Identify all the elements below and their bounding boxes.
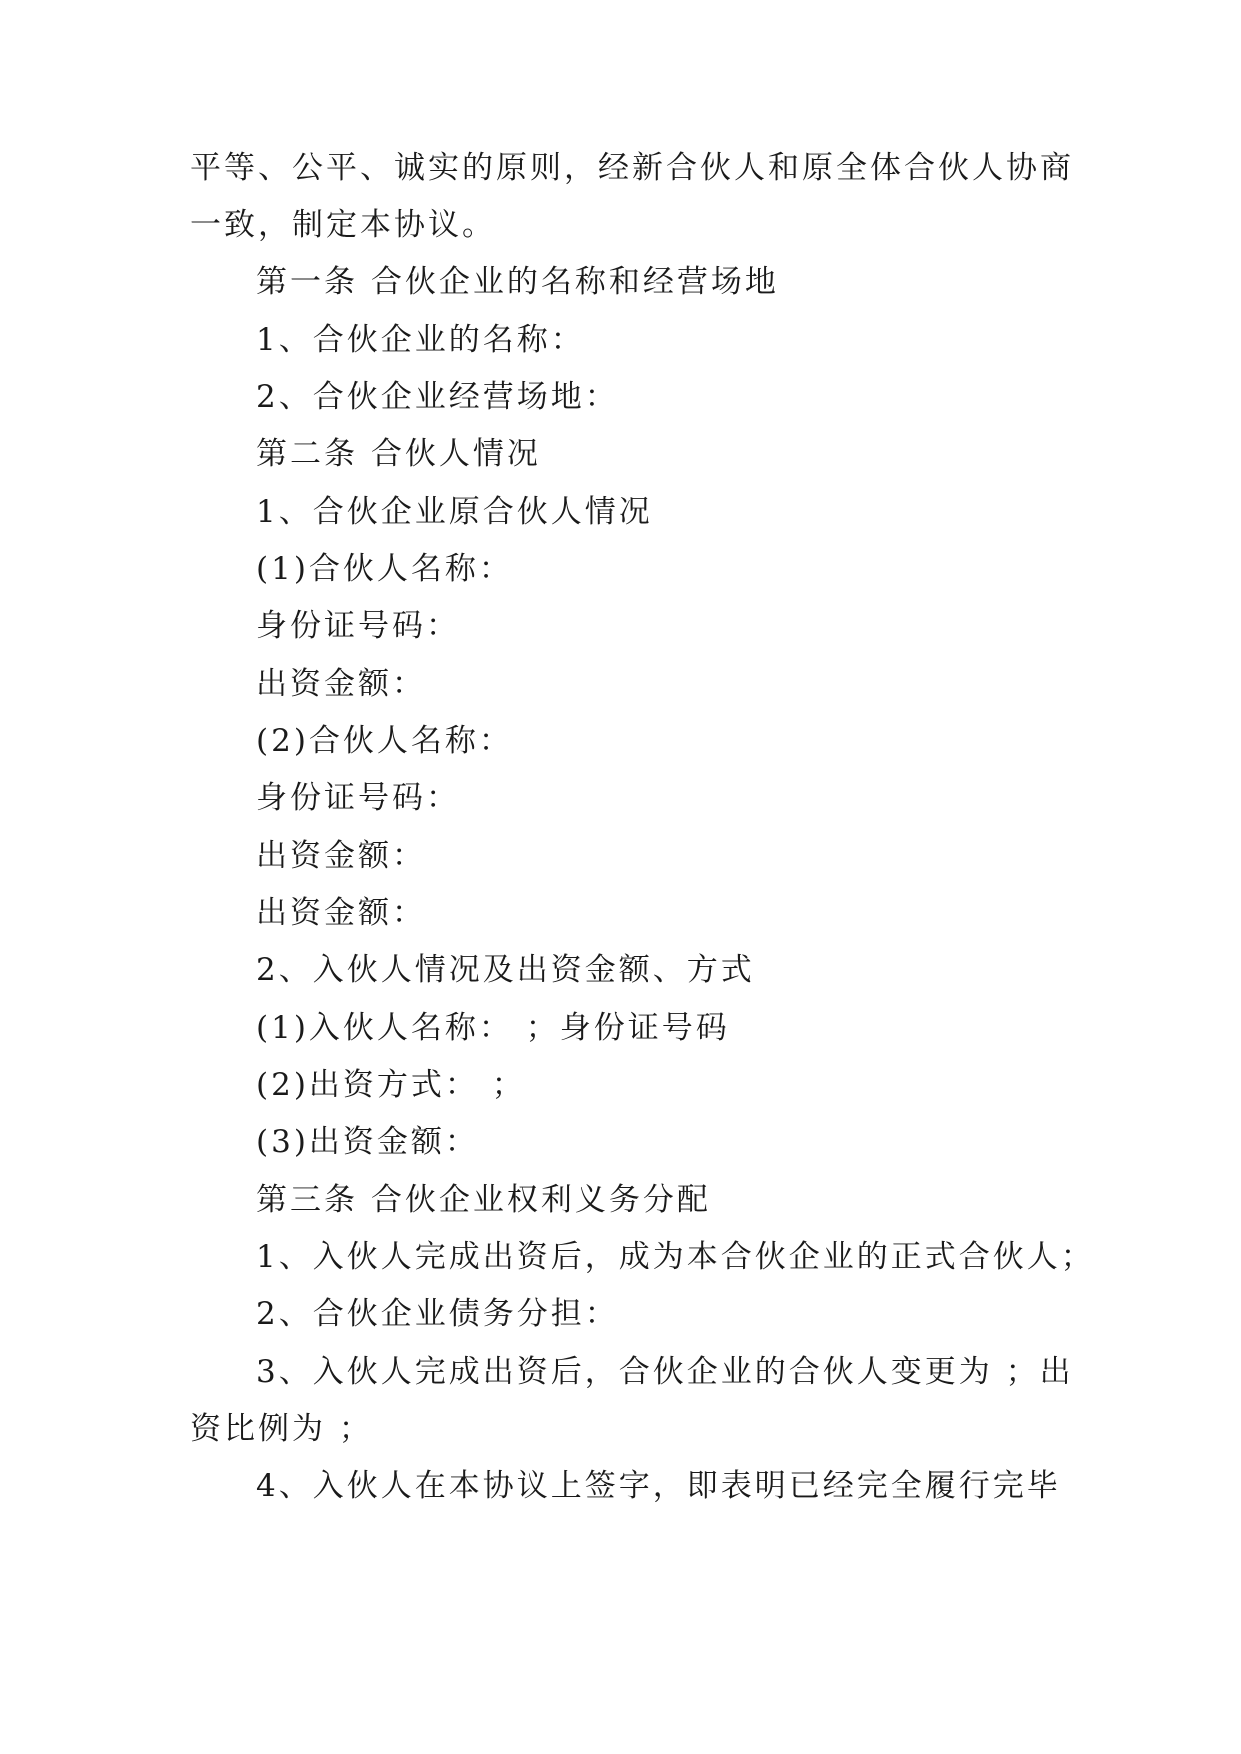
paragraph-line: 平等、公平、诚实的原则，经新合伙人和原全体合伙人协商	[190, 150, 1074, 186]
article-heading: 第三条 合伙企业权利义务分配	[256, 1182, 711, 1218]
article-heading: 第二条 合伙人情况	[256, 436, 541, 472]
paragraph-line: 一致，制定本协议。	[190, 207, 496, 243]
list-item: 1、合伙企业的名称：	[256, 322, 585, 358]
list-item: 3、入伙人完成出资后，合伙企业的合伙人变更为 ；出	[256, 1354, 1074, 1390]
list-item: 出资金额：	[256, 895, 426, 931]
list-item: 身份证号码：	[256, 608, 460, 644]
article-heading: 第一条 合伙企业的名称和经营场地	[256, 264, 779, 300]
list-item: 出资金额：	[256, 666, 426, 702]
list-item: 1、入伙人完成出资后，成为本合伙企业的正式合伙人；	[256, 1239, 1095, 1275]
list-item: 2、合伙企业债务分担：	[256, 1296, 619, 1332]
paragraph-line: 资比例为 ；	[190, 1411, 373, 1447]
list-item: 4、入伙人在本协议上签字，即表明已经完全履行完毕	[256, 1468, 1061, 1504]
list-item: (3)出资金额：	[256, 1124, 479, 1160]
list-item: 身份证号码：	[256, 780, 460, 816]
list-item: 2、入伙人情况及出资金额、方式	[256, 952, 755, 988]
list-item: (1)入伙人名称： ；身份证号码	[256, 1010, 730, 1046]
list-item: (2)合伙人名称：	[256, 723, 513, 759]
list-item: (2)出资方式： ；	[256, 1067, 526, 1103]
list-item: (1)合伙人名称：	[256, 551, 513, 587]
list-item: 1、合伙企业原合伙人情况	[256, 494, 653, 530]
list-item: 出资金额：	[256, 838, 426, 874]
list-item: 2、合伙企业经营场地：	[256, 379, 619, 415]
